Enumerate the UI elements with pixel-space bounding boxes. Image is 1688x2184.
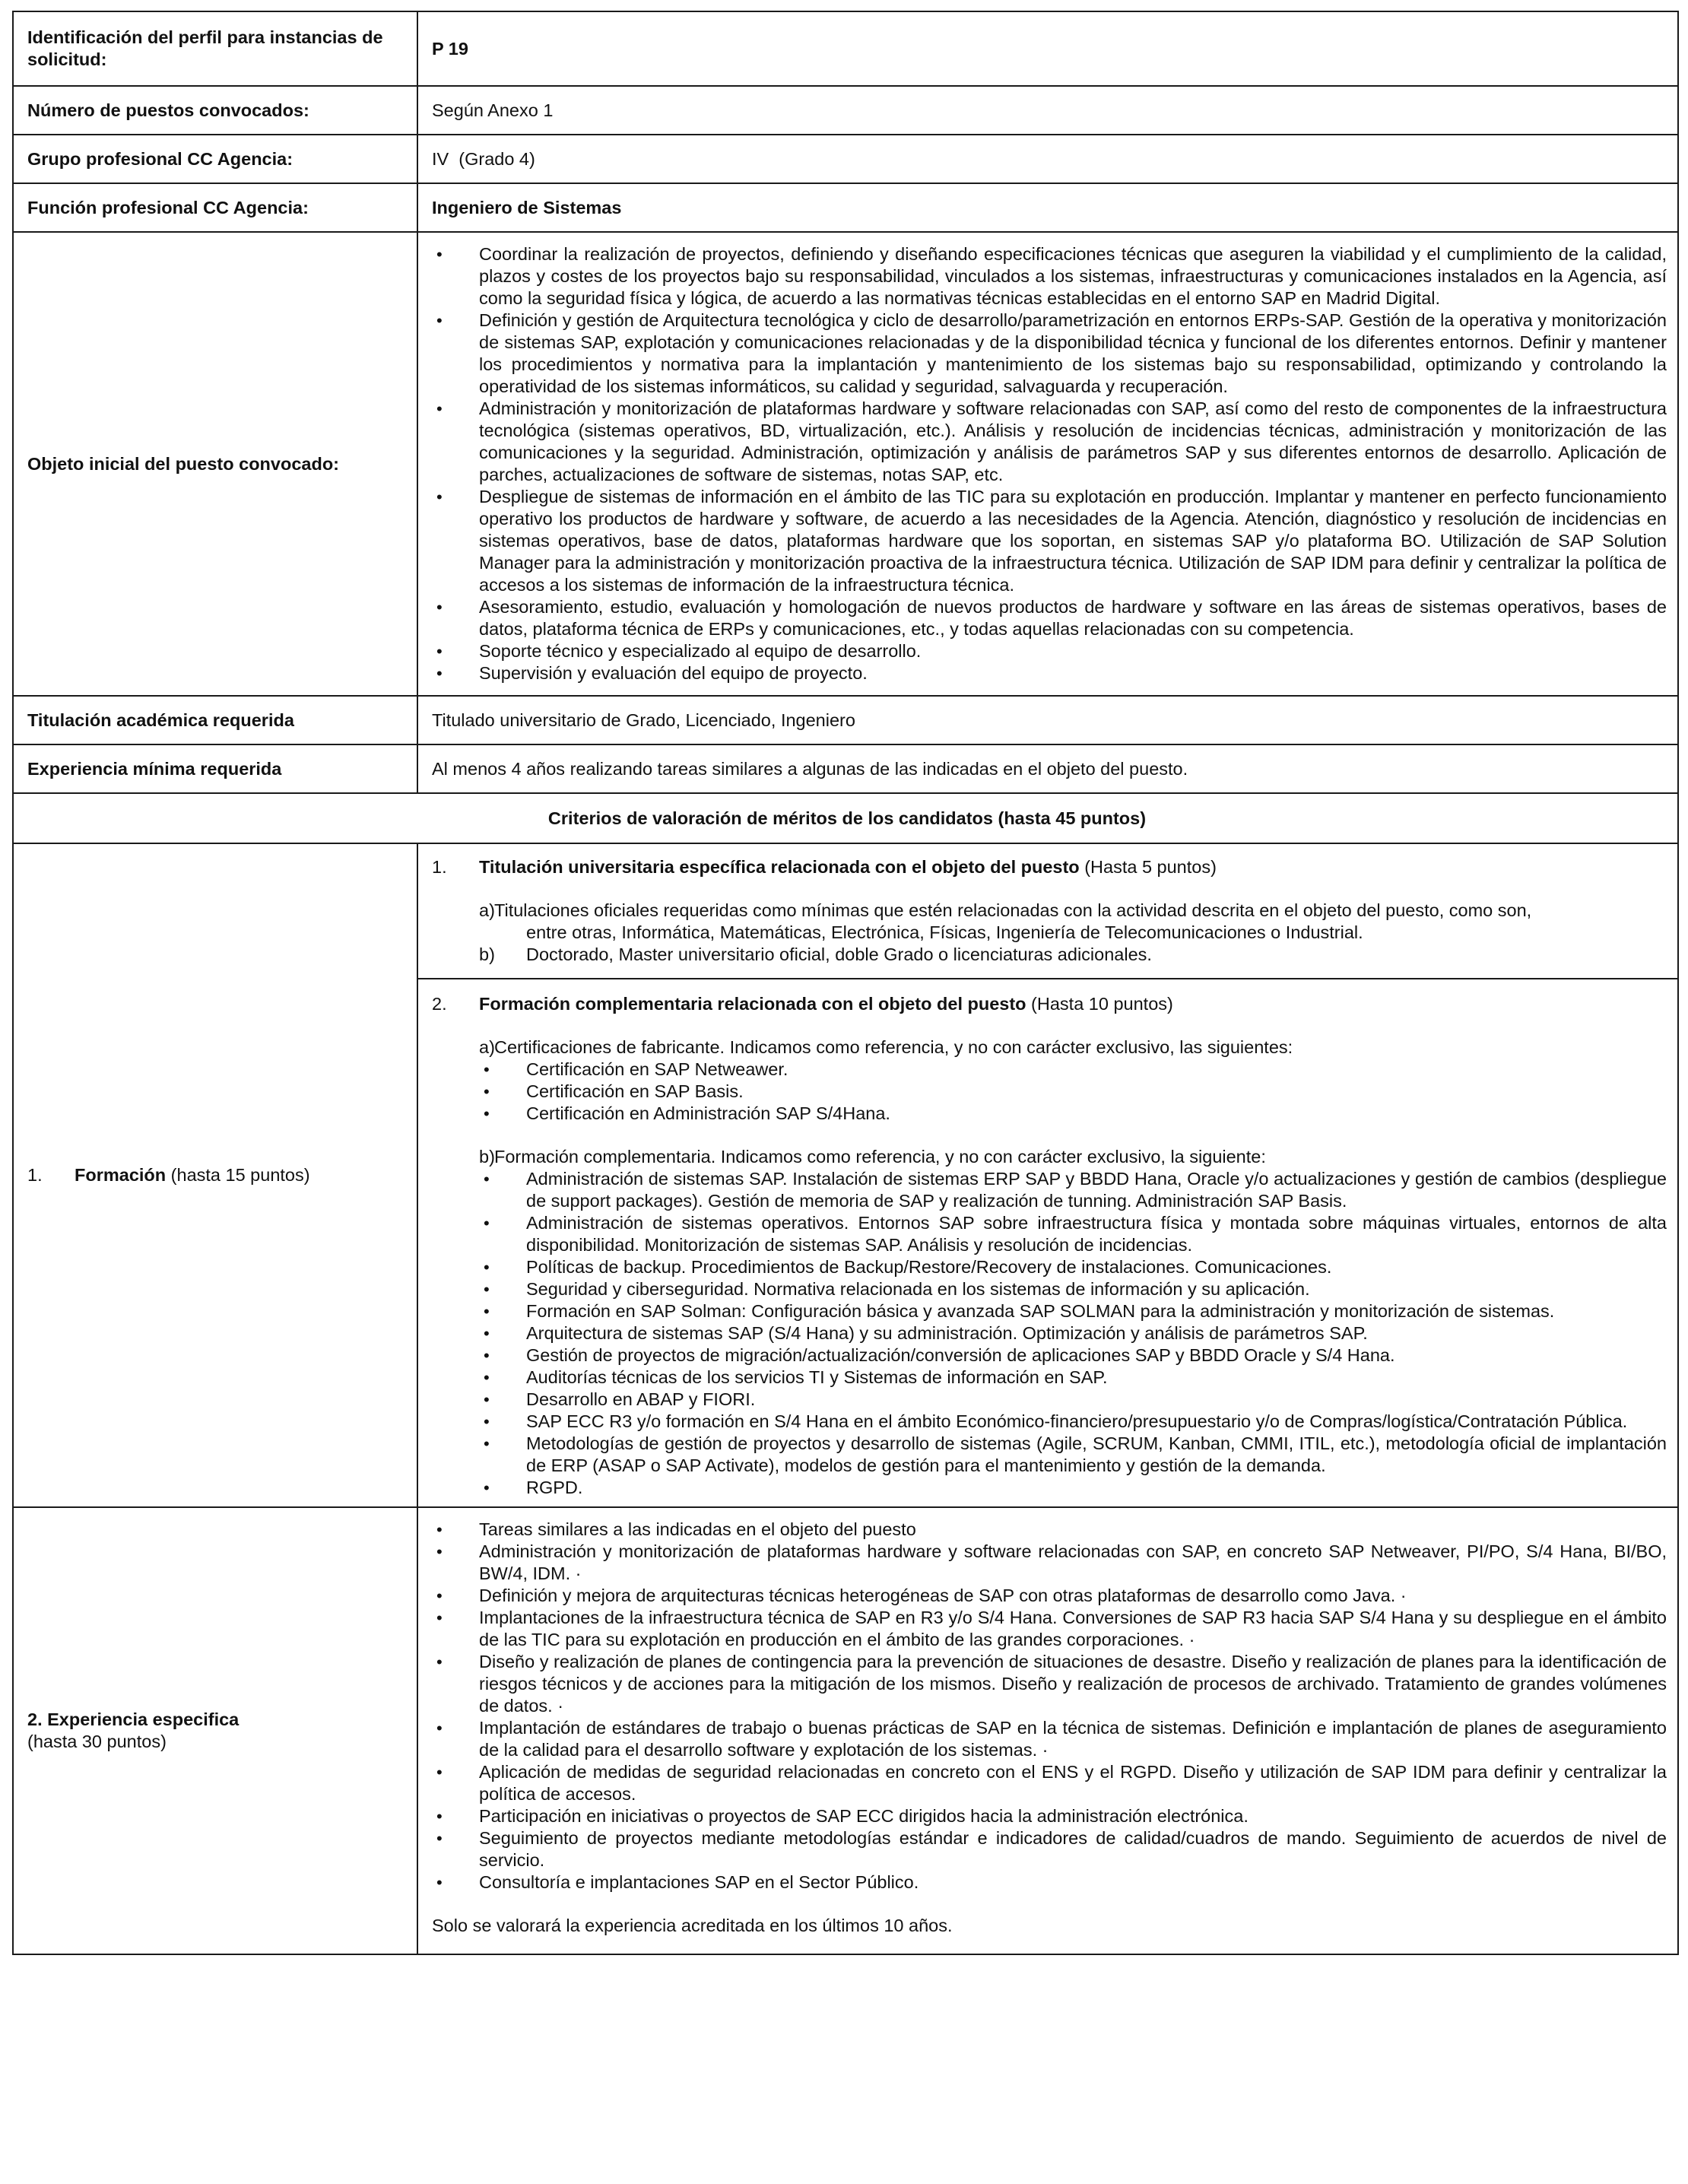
list-item: • Administración y monitorización de plataformas hardware y software relacionadas con SAP, así como del resto de componentes de la infraestructura tecnológica (sistemas operativos, BD, virtualización, etc.). Análisis y resolución de incidencias técnicas, administración y monitorización de las comunicaciones y la seguridad. Administración, optimización y análisis de parámetros SAP y sus diferentes entornos de desarrollo. Aplicación de parches, actualizaciones de software de sistemas, notas SAP, etc. — [432, 398, 1667, 486]
list-item: • Diseño y realización de planes de contingencia para la prevención de situaciones de desastre. Diseño y realización de planes para la identificación de riesgos técnicos y de acciones para la mitigación de los mismos. Diseño y realización de procesos de archivado. Tratamiento de grandes volúmenes de datos. · — [432, 1651, 1667, 1717]
section-1-title: Titulación universitaria específica relacionada con el objeto del puesto — [479, 857, 1080, 877]
formacion-complementaria-list — [479, 1168, 1667, 1499]
row-criterios-header — [13, 793, 1678, 843]
value-experiencia-especifica — [417, 1507, 1678, 1954]
list-item: • Participación en iniciativas o proyectos de SAP ECC dirigidos hacia la administración electrónica. — [432, 1805, 1667, 1827]
value-titulacion: Titulado universitario de Grado, Licenciado, Ingeniero — [417, 696, 1678, 744]
section-2-b-text: Formación complementaria. Indicamos como referencia, y no con carácter exclusivo, la siguiente: — [494, 1147, 1266, 1167]
list-item: • Certificación en SAP Basis. — [479, 1081, 1667, 1103]
list-item: • Implantaciones de la infraestructura técnica de SAP en R3 y/o S/4 Hana. Conversiones de SAP R3 hacia SAP S/4 Hana y su despliegue en el ámbito de las TIC para su explotación en producción en el ámbito de las grandes corporaciones. · — [432, 1607, 1667, 1651]
list-item: • Formación en SAP Solman: Configuración básica y avanzada SAP SOLMAN para la administración y monitorización de sistemas. — [479, 1300, 1667, 1322]
list-item: • Gestión de proyectos de migración/actualización/conversión de aplicaciones SAP y BBDD Oracle y S/4 Hana. — [479, 1344, 1667, 1367]
list-item: • Consultoría e implantaciones SAP en el Sector Público. — [432, 1871, 1667, 1894]
row-numero-puestos — [13, 86, 1678, 135]
row-objeto — [13, 232, 1678, 696]
value-identificacion: P 19 — [417, 11, 1678, 86]
certificaciones-list — [479, 1059, 1667, 1125]
row-grupo-profesional — [13, 135, 1678, 183]
exp-especifica-points: (hasta 30 puntos) — [27, 1732, 167, 1751]
list-item: • Seguridad y ciberseguridad. Normativa relacionada en los sistemas de información y su aplicación. — [479, 1278, 1667, 1300]
section-1-a-text: Titulaciones oficiales requeridas como mínimas que estén relacionadas con la actividad descrita en el objeto del puesto, como son, — [494, 900, 1532, 920]
criterios-header: Criterios de valoración de méritos de los candidatos (hasta 45 puntos) — [13, 793, 1678, 843]
list-item: • Certificación en Administración SAP S/4Hana. — [479, 1103, 1667, 1125]
list-item: • Arquitectura de sistemas SAP (S/4 Hana) y su administración. Optimización y análisis de parámetros SAP. — [479, 1322, 1667, 1344]
exp-especifica-title: 2. Experiencia especifica — [27, 1709, 240, 1729]
list-item: • Coordinar la realización de proyectos, definiendo y diseñando especificaciones técnicas que aseguren la viabilidad y el cumplimiento de la calidad, plazos y costes de los proyectos bajo su responsabilidad, vinculados a los sistemas, infraestructuras y comunicaciones instalados en la Agencia, así como la seguridad física y lógica, de acuerdo a las normativas técnicas establecidas en el entorno SAP en Madrid Digital. — [432, 243, 1667, 310]
list-item: • SAP ECC R3 y/o formación en S/4 Hana en el ámbito Económico-financiero/presupuestario y/o de Compras/logística/Contratación Pública. — [479, 1411, 1667, 1433]
list-item: • Metodologías de gestión de proyectos y desarrollo de sistemas (Agile, SCRUM, Kanban, CMMI, ITIL, etc.), metodología oficial de implantación de ERP (ASAP o SAP Activate), modelos de gestión para el mantenimiento y gestión de la demanda. — [479, 1433, 1667, 1477]
section-1-a-letter: a) — [479, 900, 495, 920]
list-item: • Auditorías técnicas de los servicios TI y Sistemas de información en SAP. — [479, 1367, 1667, 1389]
exp-especifica-note: Solo se valorará la experiencia acreditada en los últimos 10 años. — [432, 1916, 953, 1935]
section-1-b-letter: b) — [479, 944, 495, 964]
list-item: • Seguimiento de proyectos mediante metodologías estándar e indicadores de calidad/cuadros de mando. Seguimiento de acuerdos de nivel de servicio. — [432, 1827, 1667, 1871]
objeto-list — [432, 243, 1667, 684]
formacion-section-2 — [417, 979, 1678, 1507]
formacion-label-rest: (hasta 15 puntos) — [166, 1165, 310, 1185]
list-item: • Asesoramiento, estudio, evaluación y homologación de nuevos productos de hardware y software en las áreas de sistemas operativos, bases de datos, plataforma técnica de ERPs y comunicaciones, etc., y todas aquellas relacionadas con su competencia. — [432, 596, 1667, 640]
section-2-a-letter: a) — [479, 1037, 495, 1057]
section-1-number: 1. — [432, 857, 447, 877]
value-numero-puestos: Según Anexo 1 — [417, 86, 1678, 135]
label-experiencia-minima: Experiencia mínima requerida — [13, 744, 417, 793]
formacion-number: 1. — [27, 1165, 43, 1185]
section-2-number: 2. — [432, 994, 447, 1014]
row-experiencia-especifica — [13, 1507, 1678, 1954]
label-funcion-profesional: Función profesional CC Agencia: — [13, 183, 417, 232]
row-funcion-profesional — [13, 183, 1678, 232]
list-item: • Administración de sistemas operativos. Entornos SAP sobre infraestructura física y montada sobre máquinas virtuales, entornos de alta disponibilidad. Monitorización de sistemas SAP. Análisis y resolución de incidencias. — [479, 1212, 1667, 1256]
section-1-b-text: Doctorado, Master universitario oficial, doble Grado o licenciaturas adicionales. — [526, 944, 1152, 964]
row-formacion-1 — [13, 843, 1678, 979]
profile-document — [12, 11, 1677, 1955]
list-item: • Administración y monitorización de plataformas hardware y software relacionadas con SAP, en concreto SAP Netweaver, PI/PO, S/4 Hana, BI/BO, BW/4, IDM. · — [432, 1541, 1667, 1585]
row-titulacion — [13, 696, 1678, 744]
list-item: • Desarrollo en ABAP y FIORI. — [479, 1389, 1667, 1411]
list-item: • RGPD. — [479, 1477, 1667, 1499]
section-2-points: (Hasta 10 puntos) — [1026, 994, 1173, 1014]
label-formacion — [13, 843, 417, 1507]
label-objeto: Objeto inicial del puesto convocado: — [13, 232, 417, 696]
formacion-label-bold: Formación — [75, 1165, 167, 1185]
exp-especifica-list — [432, 1519, 1667, 1894]
list-item: • Certificación en SAP Netweawer. — [479, 1059, 1667, 1081]
list-item: • Definición y gestión de Arquitectura tecnológica y ciclo de desarrollo/parametrización en entornos ERPs-SAP. Gestión de la operativa y monitorización de sistemas SAP, explotación y comunicaciones relacionadas y de la disponibilidad técnica y funcional de los diferentes entornos. Definir y mantener los procedimientos y normativa para la implantación y mantenimiento de los sistemas bajo su responsabilidad, optimizando y controlando la operatividad de los sistemas informáticos, su calidad y seguridad, salvaguarda y recuperación. — [432, 310, 1667, 398]
section-2-a-text: Certificaciones de fabricante. Indicamos como referencia, y no con carácter exclusivo, las siguientes: — [494, 1037, 1293, 1057]
label-grupo-profesional: Grupo profesional CC Agencia: — [13, 135, 417, 183]
section-1-a-text-cont: entre otras, Informática, Matemáticas, Electrónica, Físicas, Ingeniería de Telecomunicaciones o Industrial. — [526, 922, 1363, 942]
section-1-points: (Hasta 5 puntos) — [1079, 857, 1217, 877]
list-item: • Implantación de estándares de trabajo o buenas prácticas de SAP en la técnica de sistemas. Definición e implantación de planes de aseguramiento de la calidad para el desarrollo software y explotación de los sistemas. · — [432, 1717, 1667, 1761]
row-identificacion — [13, 11, 1678, 86]
list-item: • Aplicación de medidas de seguridad relacionadas en concreto con el ENS y el RGPD. Diseño y utilización de SAP IDM para definir y centralizar la política de accesos. — [432, 1761, 1667, 1805]
list-item: • Definición y mejora de arquitecturas técnicas heterogéneas de SAP con otras plataformas de desarrollo como Java. · — [432, 1585, 1667, 1607]
label-numero-puestos: Número de puestos convocados: — [13, 86, 417, 135]
section-2-title: Formación complementaria relacionada con el objeto del puesto — [479, 994, 1026, 1014]
list-item: • Políticas de backup. Procedimientos de Backup/Restore/Recovery de instalaciones. Comunicaciones. — [479, 1256, 1667, 1278]
value-funcion-profesional: Ingeniero de Sistemas — [417, 183, 1678, 232]
value-experiencia-minima: Al menos 4 años realizando tareas similares a algunas de las indicadas en el objeto del puesto. — [417, 744, 1678, 793]
row-experiencia-minima — [13, 744, 1678, 793]
list-item: • Administración de sistemas SAP. Instalación de sistemas ERP SAP y BBDD Hana, Oracle y/o actualizaciones y gestión de cambios (despliegue de support packages). Gestión de memoria de SAP y realización de tunning. Administración SAP Basis. — [479, 1168, 1667, 1212]
list-item: • Supervisión y evaluación del equipo de proyecto. — [432, 662, 1667, 684]
profile-table — [12, 11, 1679, 1955]
label-identificacion: Identificación del perfil para instancias de solicitud: — [13, 11, 417, 86]
formacion-section-1 — [417, 843, 1678, 979]
list-item: • Despliegue de sistemas de información en el ámbito de las TIC para su explotación en producción. Implantar y mantener en perfecto funcionamiento operativo los productos de hardware y software, de acuerdo a las necesidades de la Agencia. Atención, diagnóstico y resolución de incidencias en sistemas operativos, base de datos, plataformas hardware que los soportan, en sistemas SAP y/o plataforma BO. Utilización de SAP Solution Manager para la administración y monitorización proactiva de la infraestructura técnica. Utilización de SAP IDM para definir y centralizar la política de accesos a los sistemas de información de la infraestructura técnica. — [432, 486, 1667, 596]
list-item: • Tareas similares a las indicadas en el objeto del puesto — [432, 1519, 1667, 1541]
section-2-b-letter: b) — [479, 1147, 495, 1167]
value-grupo-profesional: IV (Grado 4) — [417, 135, 1678, 183]
label-titulacion: Titulación académica requerida — [13, 696, 417, 744]
value-objeto — [417, 232, 1678, 696]
label-experiencia-especifica — [13, 1507, 417, 1954]
list-item: • Soporte técnico y especializado al equipo de desarrollo. — [432, 640, 1667, 662]
